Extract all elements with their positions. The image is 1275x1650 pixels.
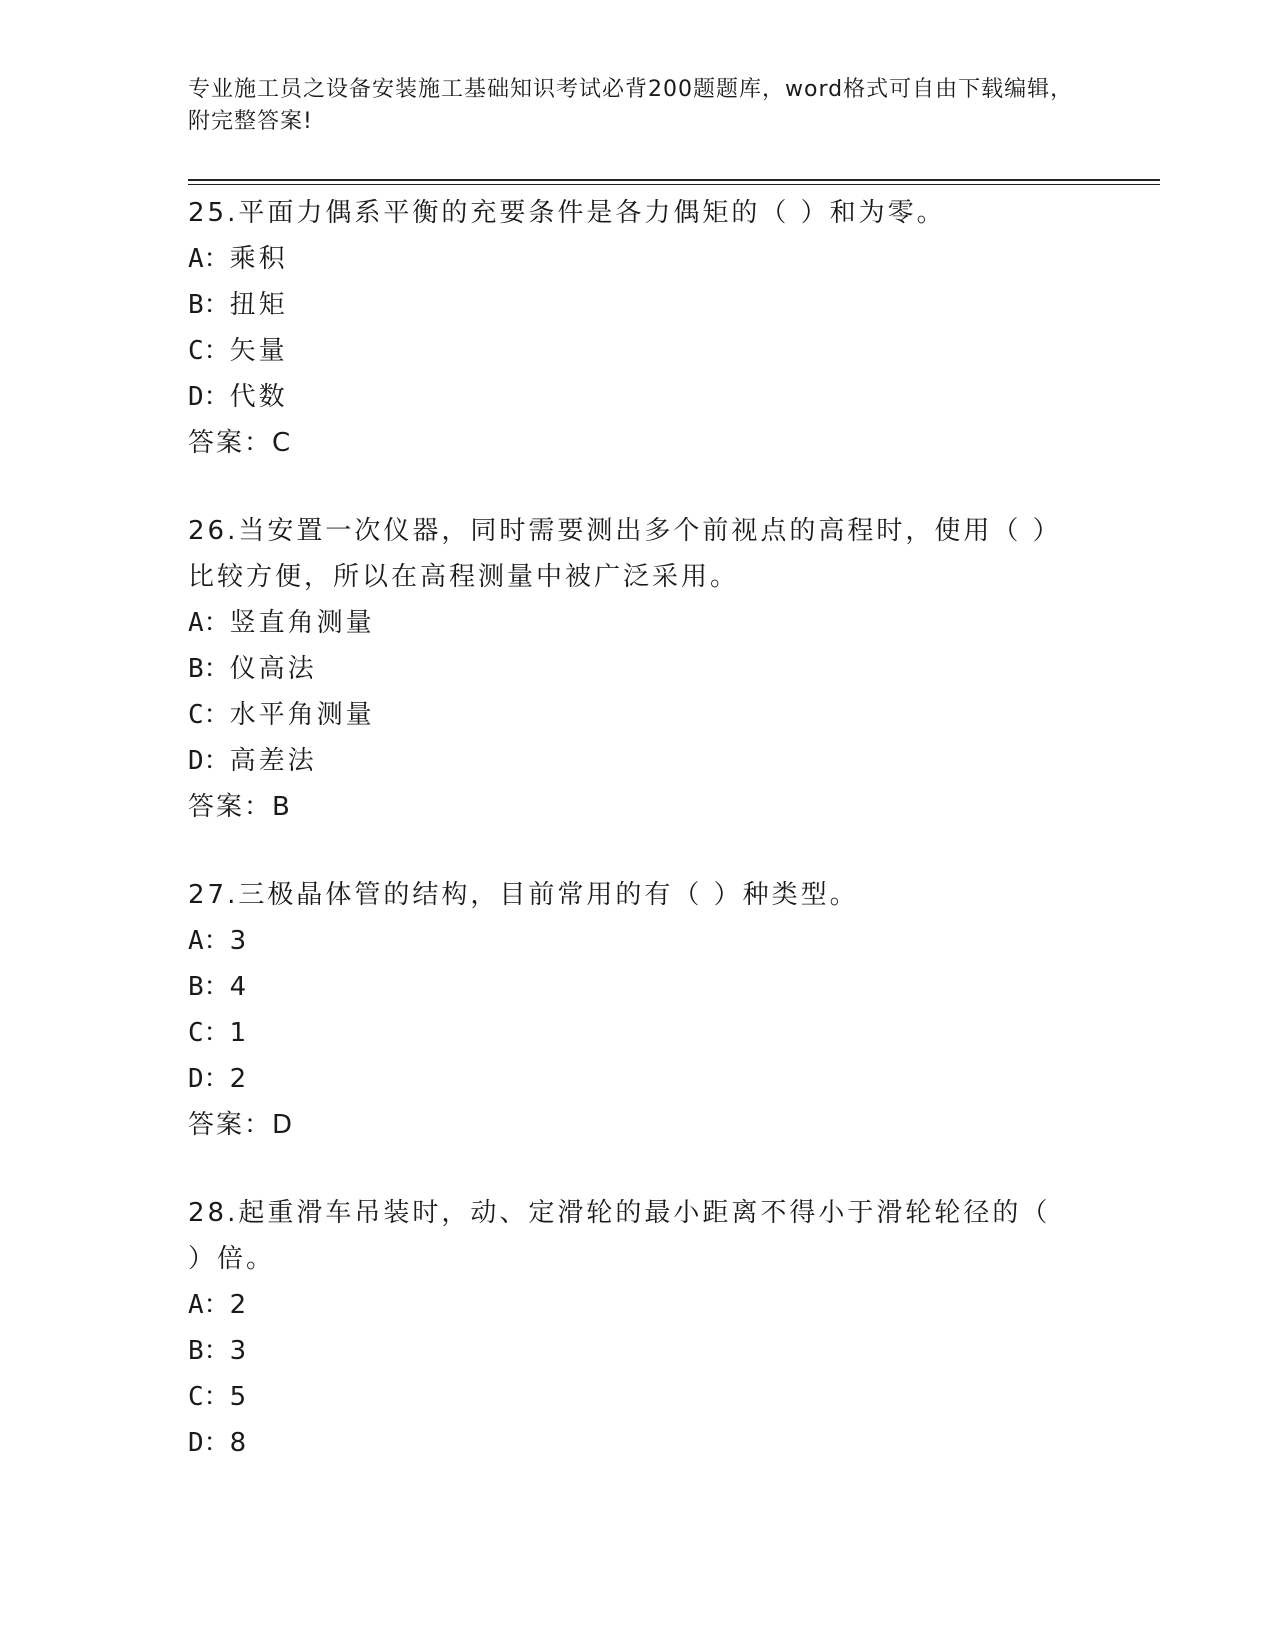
question-text: 25.平面力偶系平衡的充要条件是各力偶矩的（ ）和为零。 bbox=[188, 198, 946, 228]
option-d bbox=[188, 1420, 1068, 1466]
option-key: C： bbox=[188, 700, 230, 730]
option-key: C： bbox=[188, 1018, 230, 1048]
option-c bbox=[188, 692, 1068, 738]
option-text: 5 bbox=[229, 1382, 250, 1412]
option-d bbox=[188, 1056, 1068, 1102]
answer-label: 答案：B bbox=[188, 792, 292, 822]
document-header: 专业施工员之设备安装施工基础知识考试必背200题题库，word格式可自由下载编辑，附完整答案! bbox=[188, 77, 1074, 134]
option-d bbox=[188, 374, 1068, 420]
option-key: A： bbox=[188, 926, 230, 956]
question-26 bbox=[188, 508, 1068, 830]
option-text: 3 bbox=[229, 1336, 250, 1366]
option-a bbox=[188, 1282, 1068, 1328]
option-text: 2 bbox=[229, 1064, 250, 1094]
option-key: D： bbox=[188, 746, 230, 776]
option-text: 4 bbox=[229, 972, 250, 1002]
option-text: 高差法 bbox=[229, 746, 317, 776]
option-key: B： bbox=[188, 290, 230, 320]
option-text: 8 bbox=[229, 1428, 250, 1458]
option-text: 水平角测量 bbox=[229, 700, 375, 730]
option-key: D： bbox=[188, 382, 230, 412]
question-28 bbox=[188, 1190, 1068, 1466]
option-key: B： bbox=[188, 1336, 230, 1366]
option-key: D： bbox=[188, 1064, 230, 1094]
option-c bbox=[188, 328, 1068, 374]
option-b bbox=[188, 964, 1068, 1010]
option-text: 代数 bbox=[229, 382, 288, 412]
question-text: 26.当安置一次仪器，同时需要测出多个前视点的高程时，使用（ ）比较方便，所以在高程测量中被广泛采用。 bbox=[188, 516, 1062, 592]
option-key: C： bbox=[188, 1382, 230, 1412]
option-text: 矢量 bbox=[229, 336, 288, 366]
option-key: A： bbox=[188, 1290, 230, 1320]
option-key: A： bbox=[188, 608, 230, 638]
option-a bbox=[188, 236, 1068, 282]
header-divider-thick bbox=[188, 179, 1160, 181]
option-c bbox=[188, 1374, 1068, 1420]
option-key: B： bbox=[188, 654, 230, 684]
question-text: 28.起重滑车吊装时，动、定滑轮的最小距离不得小于滑轮轮径的（ ）倍。 bbox=[188, 1198, 1051, 1274]
option-b bbox=[188, 1328, 1068, 1374]
answer-label: 答案：D bbox=[188, 1110, 295, 1140]
option-c bbox=[188, 1010, 1068, 1056]
option-b bbox=[188, 282, 1068, 328]
question-list bbox=[188, 190, 1068, 1508]
question-text: 27.三极晶体管的结构，目前常用的有（ ）种类型。 bbox=[188, 880, 859, 910]
option-a bbox=[188, 918, 1068, 964]
option-key: B： bbox=[188, 972, 230, 1002]
option-text: 扭矩 bbox=[229, 290, 288, 320]
question-25 bbox=[188, 190, 1068, 466]
option-key: D： bbox=[188, 1428, 230, 1458]
answer-label: 答案：C bbox=[188, 428, 293, 458]
option-text: 1 bbox=[229, 1018, 250, 1048]
option-d bbox=[188, 738, 1068, 784]
option-key: C： bbox=[188, 336, 230, 366]
option-text: 仪高法 bbox=[229, 654, 317, 684]
option-text: 乘积 bbox=[229, 244, 288, 274]
option-text: 3 bbox=[229, 926, 250, 956]
option-key: A： bbox=[188, 244, 230, 274]
question-27 bbox=[188, 872, 1068, 1148]
option-text: 2 bbox=[229, 1290, 250, 1320]
option-text: 竖直角测量 bbox=[229, 608, 375, 638]
option-b bbox=[188, 646, 1068, 692]
option-a bbox=[188, 600, 1068, 646]
header-divider-thin bbox=[188, 184, 1160, 185]
